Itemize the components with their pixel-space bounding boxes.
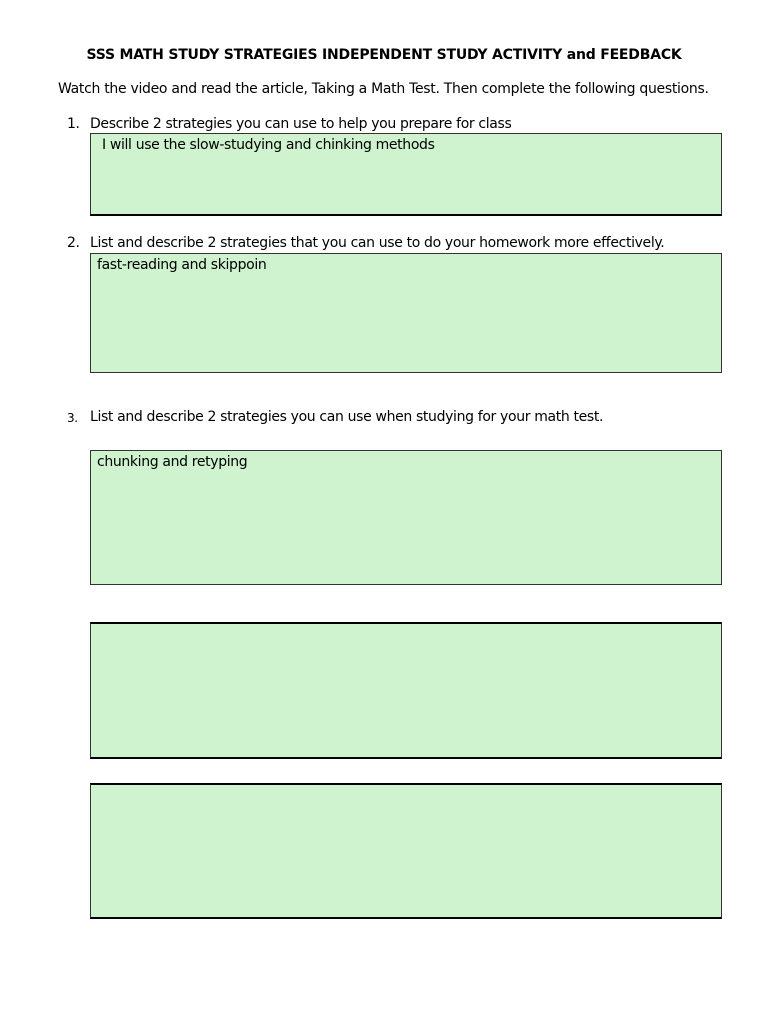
answer-text: fast-reading and skippoin [97, 257, 267, 273]
answer-box-3[interactable] [90, 450, 722, 585]
page-title: SSS MATH STUDY STRATEGIES INDEPENDENT STUDY ACTIVITY and FEEDBACK [86, 47, 682, 63]
question-number: 1. [67, 116, 80, 132]
question-text: List and describe 2 strategies that you can use to do your homework more effectively. [90, 235, 665, 251]
answer-text: chunking and retyping [97, 454, 248, 470]
answer-box-2[interactable] [90, 253, 722, 373]
answer-box-1[interactable] [90, 133, 722, 216]
question-text: Describe 2 strategies you can use to help you prepare for class [90, 116, 512, 132]
answer-box-5[interactable] [90, 783, 722, 919]
answer-text: I will use the slow-studying and chinking methods [102, 137, 435, 153]
instructions: Watch the video and read the article, Taking a Math Test. Then complete the following questions. [58, 81, 709, 97]
answer-box-4[interactable] [90, 622, 722, 759]
question-number: 3. [67, 411, 78, 425]
question-text: List and describe 2 strategies you can use when studying for your math test. [90, 409, 604, 425]
question-number: 2. [67, 235, 80, 251]
